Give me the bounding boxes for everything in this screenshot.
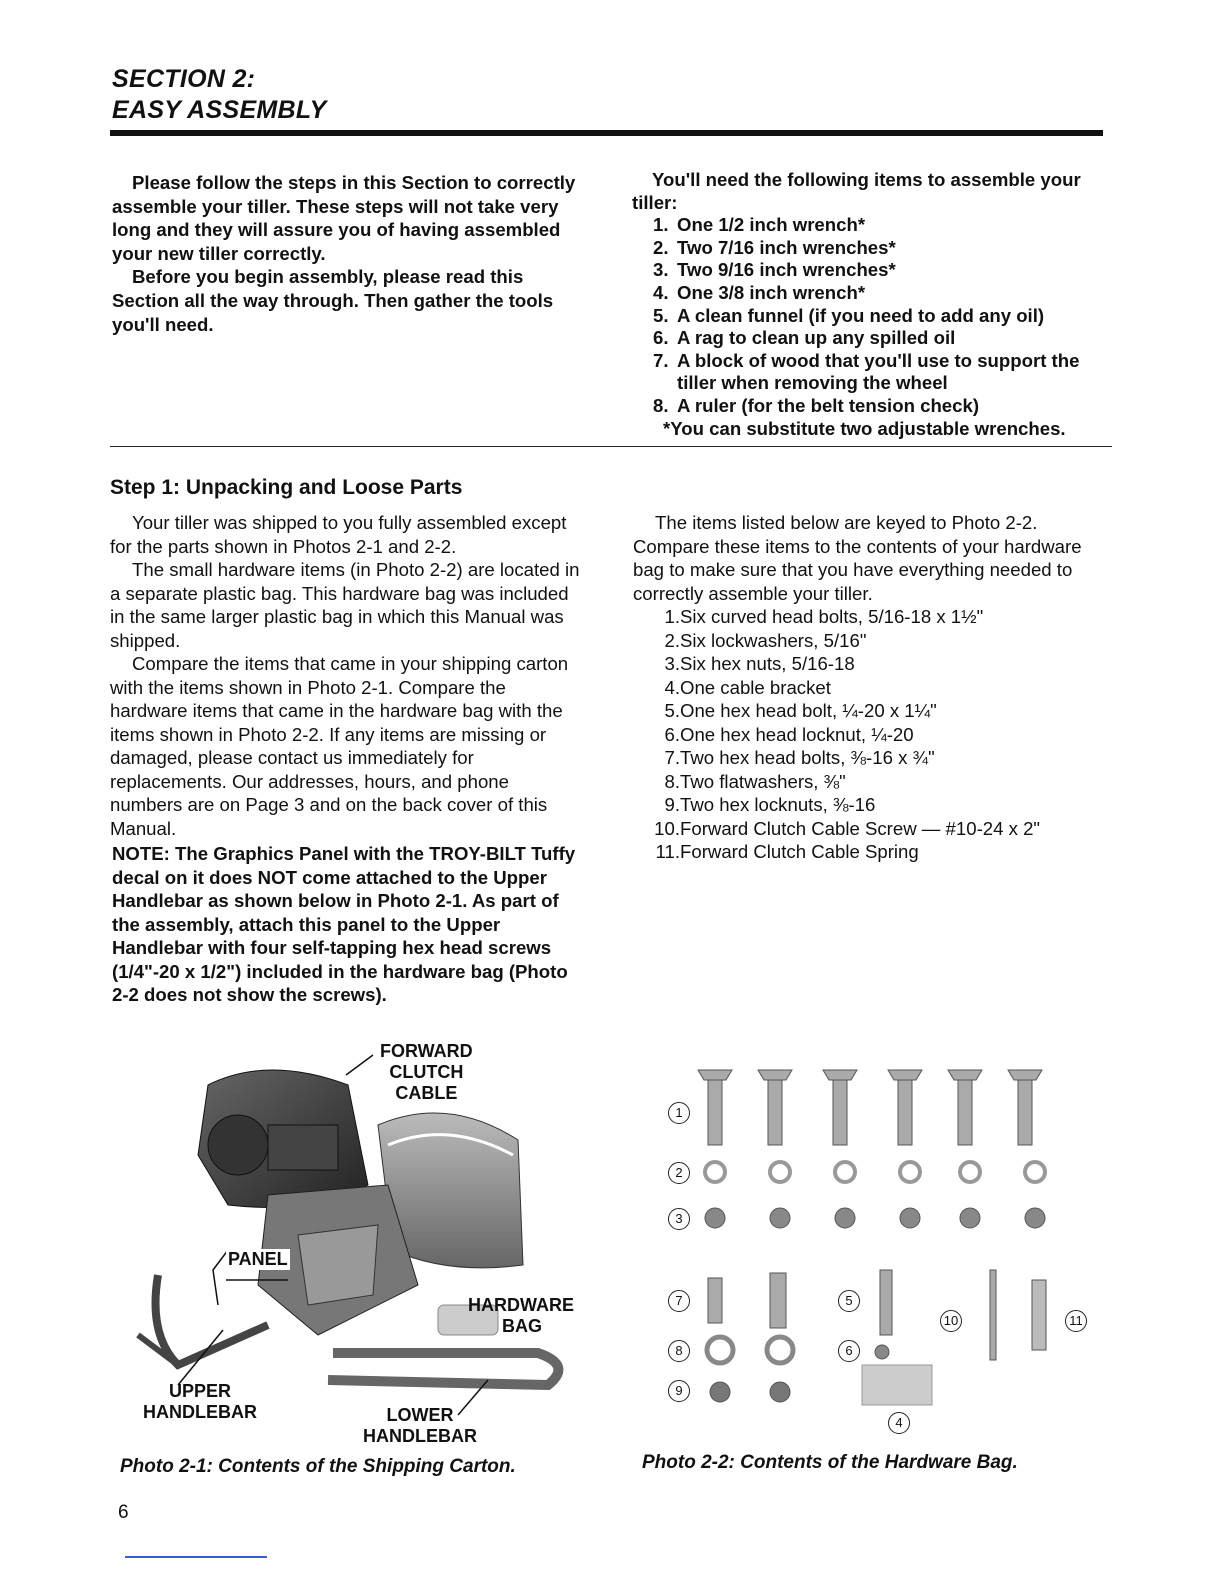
label-hardware-bag: HARDWARE BAG [468, 1295, 574, 1336]
part-item: 5. One hex head bolt, ¼-20 x 1¼" [664, 700, 937, 721]
tool-item: 6. A rag to clean up any spilled oil [653, 327, 956, 349]
part-item: 7. Two hex head bolts, ⅜-16 x ¾" [664, 747, 935, 768]
tool-item: 8. A ruler (for the belt tension check) [653, 394, 980, 416]
key-marker: 2 [668, 1162, 690, 1184]
part-item: 2. Six lockwashers, 5/16" [664, 629, 867, 651]
step-body [110, 511, 586, 840]
part-item: 4. One cable bracket [664, 676, 831, 698]
label-upper-handlebar: UPPER HANDLEBAR [143, 1381, 257, 1422]
intro-paragraph: Please follow the steps in this Section to correctly assemble your tiller. These steps will not take very long and they will assure you of having assembled your new tiller correctly. [112, 172, 576, 264]
tool-item: 5. A clean funnel (if you need to add any oil) [653, 304, 1045, 326]
photo-shipping-carton [118, 1035, 598, 1445]
tools-list [632, 169, 1117, 440]
section-name: EASY ASSEMBLY [112, 96, 327, 124]
tool-item: 7. A block of wood that you'll use to support the tiller when removing the wheel [653, 349, 1080, 394]
photo-hardware-bag [640, 1040, 1110, 1440]
page-number: 6 [118, 1502, 129, 1523]
tool-item: 2. Two 7/16 inch wrenches* [653, 236, 896, 258]
key-marker: 8 [668, 1340, 690, 1362]
label-forward-clutch-cable: FORWARD CLUTCH CABLE [380, 1041, 473, 1103]
section-title [112, 64, 327, 126]
header-rule [110, 130, 1103, 136]
note-paragraph: NOTE: The Graphics Panel with the TROY-BILT Tuffy decal on it does NOT come attached to the Upper Handlebar as shown below in Photo 2-1. As part of the assembly, attach this panel to the Upper Handlebar with four self-tapping hex head screws (1/4"-20 x 1/2") included in the hardware bag (Photo 2-2 does not show the screws). [112, 843, 576, 1005]
label-panel: PANEL [228, 1249, 288, 1269]
parts-list [633, 605, 1113, 864]
part-item: 9. Two hex locknuts, ⅜-16 [664, 794, 876, 815]
key-marker: 11 [1065, 1310, 1087, 1332]
step-heading: Step 1: Unpacking and Loose Parts [110, 476, 463, 499]
parts-section [633, 511, 1113, 864]
part-item: 8. Two flatwashers, ⅜" [664, 770, 846, 792]
body-paragraph: Your tiller was shipped to you fully assembled except for the parts shown in Photos 2-1 and 2-2. [110, 512, 567, 557]
key-marker: 9 [668, 1380, 690, 1402]
part-item: 6. One hex head locknut, ¼-20 [664, 723, 914, 745]
intro-paragraph: Before you begin assembly, please read this Section all the way through. Then gather the tools you'll need. [112, 266, 554, 335]
part-item: 1. Six curved head bolts, 5/16-18 x 1½" [664, 606, 984, 627]
key-marker: 10 [940, 1310, 962, 1332]
intro-text [112, 171, 586, 336]
photo-caption: Photo 2-2: Contents of the Hardware Bag. [642, 1452, 1018, 1473]
tool-item: 4. One 3/8 inch wrench* [653, 281, 866, 303]
part-item: 3. Six hex nuts, 5/16-18 [664, 653, 855, 674]
photo-caption: Photo 2-1: Contents of the Shipping Carton. [120, 1456, 516, 1477]
key-marker: 3 [668, 1208, 690, 1230]
label-lower-handlebar: LOWER HANDLEBAR [363, 1405, 477, 1446]
tool-item: 1. One 1/2 inch wrench* [653, 214, 866, 236]
key-marker: 1 [668, 1102, 690, 1124]
body-paragraph: Compare the items that came in your shipping carton with the items shown in Photo 2-1. Compare the hardware items that came in the hardware bag with the items shown in Photo 2-2. If any items are missing or damaged, please contact us immediately for replacements. Our addresses, hours, and phone numbers are on Page 3 and on the back cover of this Manual. [110, 653, 569, 839]
tool-item: 3. Two 9/16 inch wrenches* [653, 259, 896, 281]
scan-artifact-bar [125, 1556, 267, 1558]
section-number: SECTION 2: [112, 65, 256, 93]
hardware-illustration [640, 1040, 1110, 1440]
parts-intro: The items listed below are keyed to Photo 2-2. Compare these items to the contents of your hardware bag to make sure that you have everything needed to correctly assemble your tiller. [633, 512, 1082, 604]
tools-footnote: *You can substitute two adjustable wrenches. [663, 417, 1066, 439]
part-item: 10. Forward Clutch Cable Screw — #10-24 x 2" [654, 817, 1041, 839]
section-divider [110, 446, 1112, 447]
tools-lead: You'll need the following items to assemble your tiller: [632, 169, 1081, 213]
key-marker: 7 [668, 1290, 690, 1312]
key-marker: 5 [838, 1290, 860, 1312]
body-paragraph: The small hardware items (in Photo 2-2) are located in a separate plastic bag. This hardware bag was included in the same larger plastic bag in which this Manual was shipped. [110, 559, 580, 651]
key-marker: 6 [838, 1340, 860, 1362]
part-item: 11. Forward Clutch Cable Spring [655, 841, 919, 862]
key-marker: 4 [888, 1412, 910, 1434]
